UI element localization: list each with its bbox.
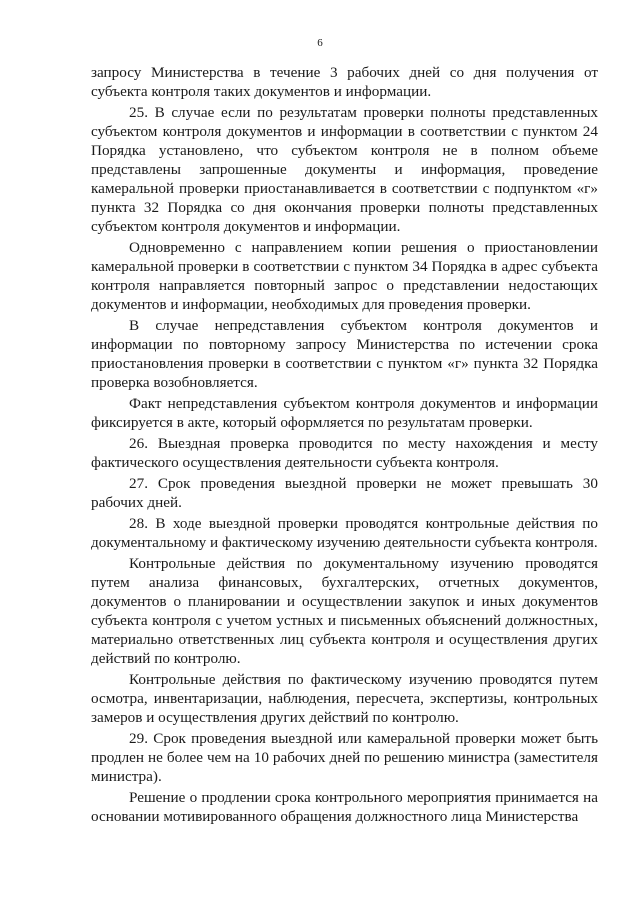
paragraph-simultaneous-request: Одновременно с направлением копии решения о приостановлении камеральной проверки в соответствии с пунктом 34 Порядка в адрес субъекта контроля направляется повторный запрос о представлении недостающих документов и информации, необходимых для проведения проверки. — [91, 239, 598, 313]
paragraph-documentary-study: Контрольные действия по документальному изучению проводятся путем анализа финансовых, бухгалтерских, отчетных документов, документов о планировании и осуществлении закупок и иных документов субъекта контроля с учетом устных и письменных объяснений должностных, материально ответственных лиц субъекта контроля и осуществления других действий по контролю. — [91, 555, 598, 667]
paragraph-non-submission: В случае непредставления субъектом контроля документов и информации по повторному запросу Министерства по истечении срока приостановления проверки в соответствии с пунктом «г» пункта 32 Порядка проверка возобновляется. — [91, 317, 598, 391]
paragraph-item-28: 28. В ходе выездной проверки проводятся контрольные действия по документальному и фактическому изучению деятельности субъекта контроля. — [91, 515, 598, 551]
page-number: 6 — [317, 37, 323, 49]
paragraph-item-25: 25. В случае если по результатам проверки полноты представленных субъектом контроля документов и информации в соответствии с пунктом 24 Порядка установлено, что субъектом контроля не в полном объеме представлены запрошенные документы и информация, проведение камеральной проверки приостанавливается в соответствии с подпунктом «г» пункта 32 Порядка со дня окончания проверки полноты представленных субъектом контроля документов и информации. — [91, 104, 598, 235]
paragraph-continuation: запросу Министерства в течение 3 рабочих дней со дня получения от субъекта контроля таких документов и информации. — [91, 64, 598, 100]
document-body — [91, 63, 598, 826]
paragraph-item-26: 26. Выездная проверка проводится по месту нахождения и месту фактического осуществления деятельности субъекта контроля. — [91, 435, 598, 471]
paragraph-item-29: 29. Срок проведения выездной или камеральной проверки может быть продлен не более чем на 10 рабочих дней по решению министра (заместителя министра). — [91, 730, 598, 785]
paragraph-actual-study: Контрольные действия по фактическому изучению проводятся путем осмотра, инвентаризации, наблюдения, пересчета, экспертизы, контрольных замеров и осуществления других действий по контролю. — [91, 671, 598, 726]
paragraph-fact-recorded: Факт непредставления субъектом контроля документов и информации фиксируется в акте, который оформляется по результатам проверки. — [91, 395, 598, 431]
paragraph-extension-decision: Решение о продлении срока контрольного мероприятия принимается на основании мотивированного обращения должностного лица Министерства — [91, 789, 598, 825]
paragraph-item-27: 27. Срок проведения выездной проверки не может превышать 30 рабочих дней. — [91, 475, 598, 511]
